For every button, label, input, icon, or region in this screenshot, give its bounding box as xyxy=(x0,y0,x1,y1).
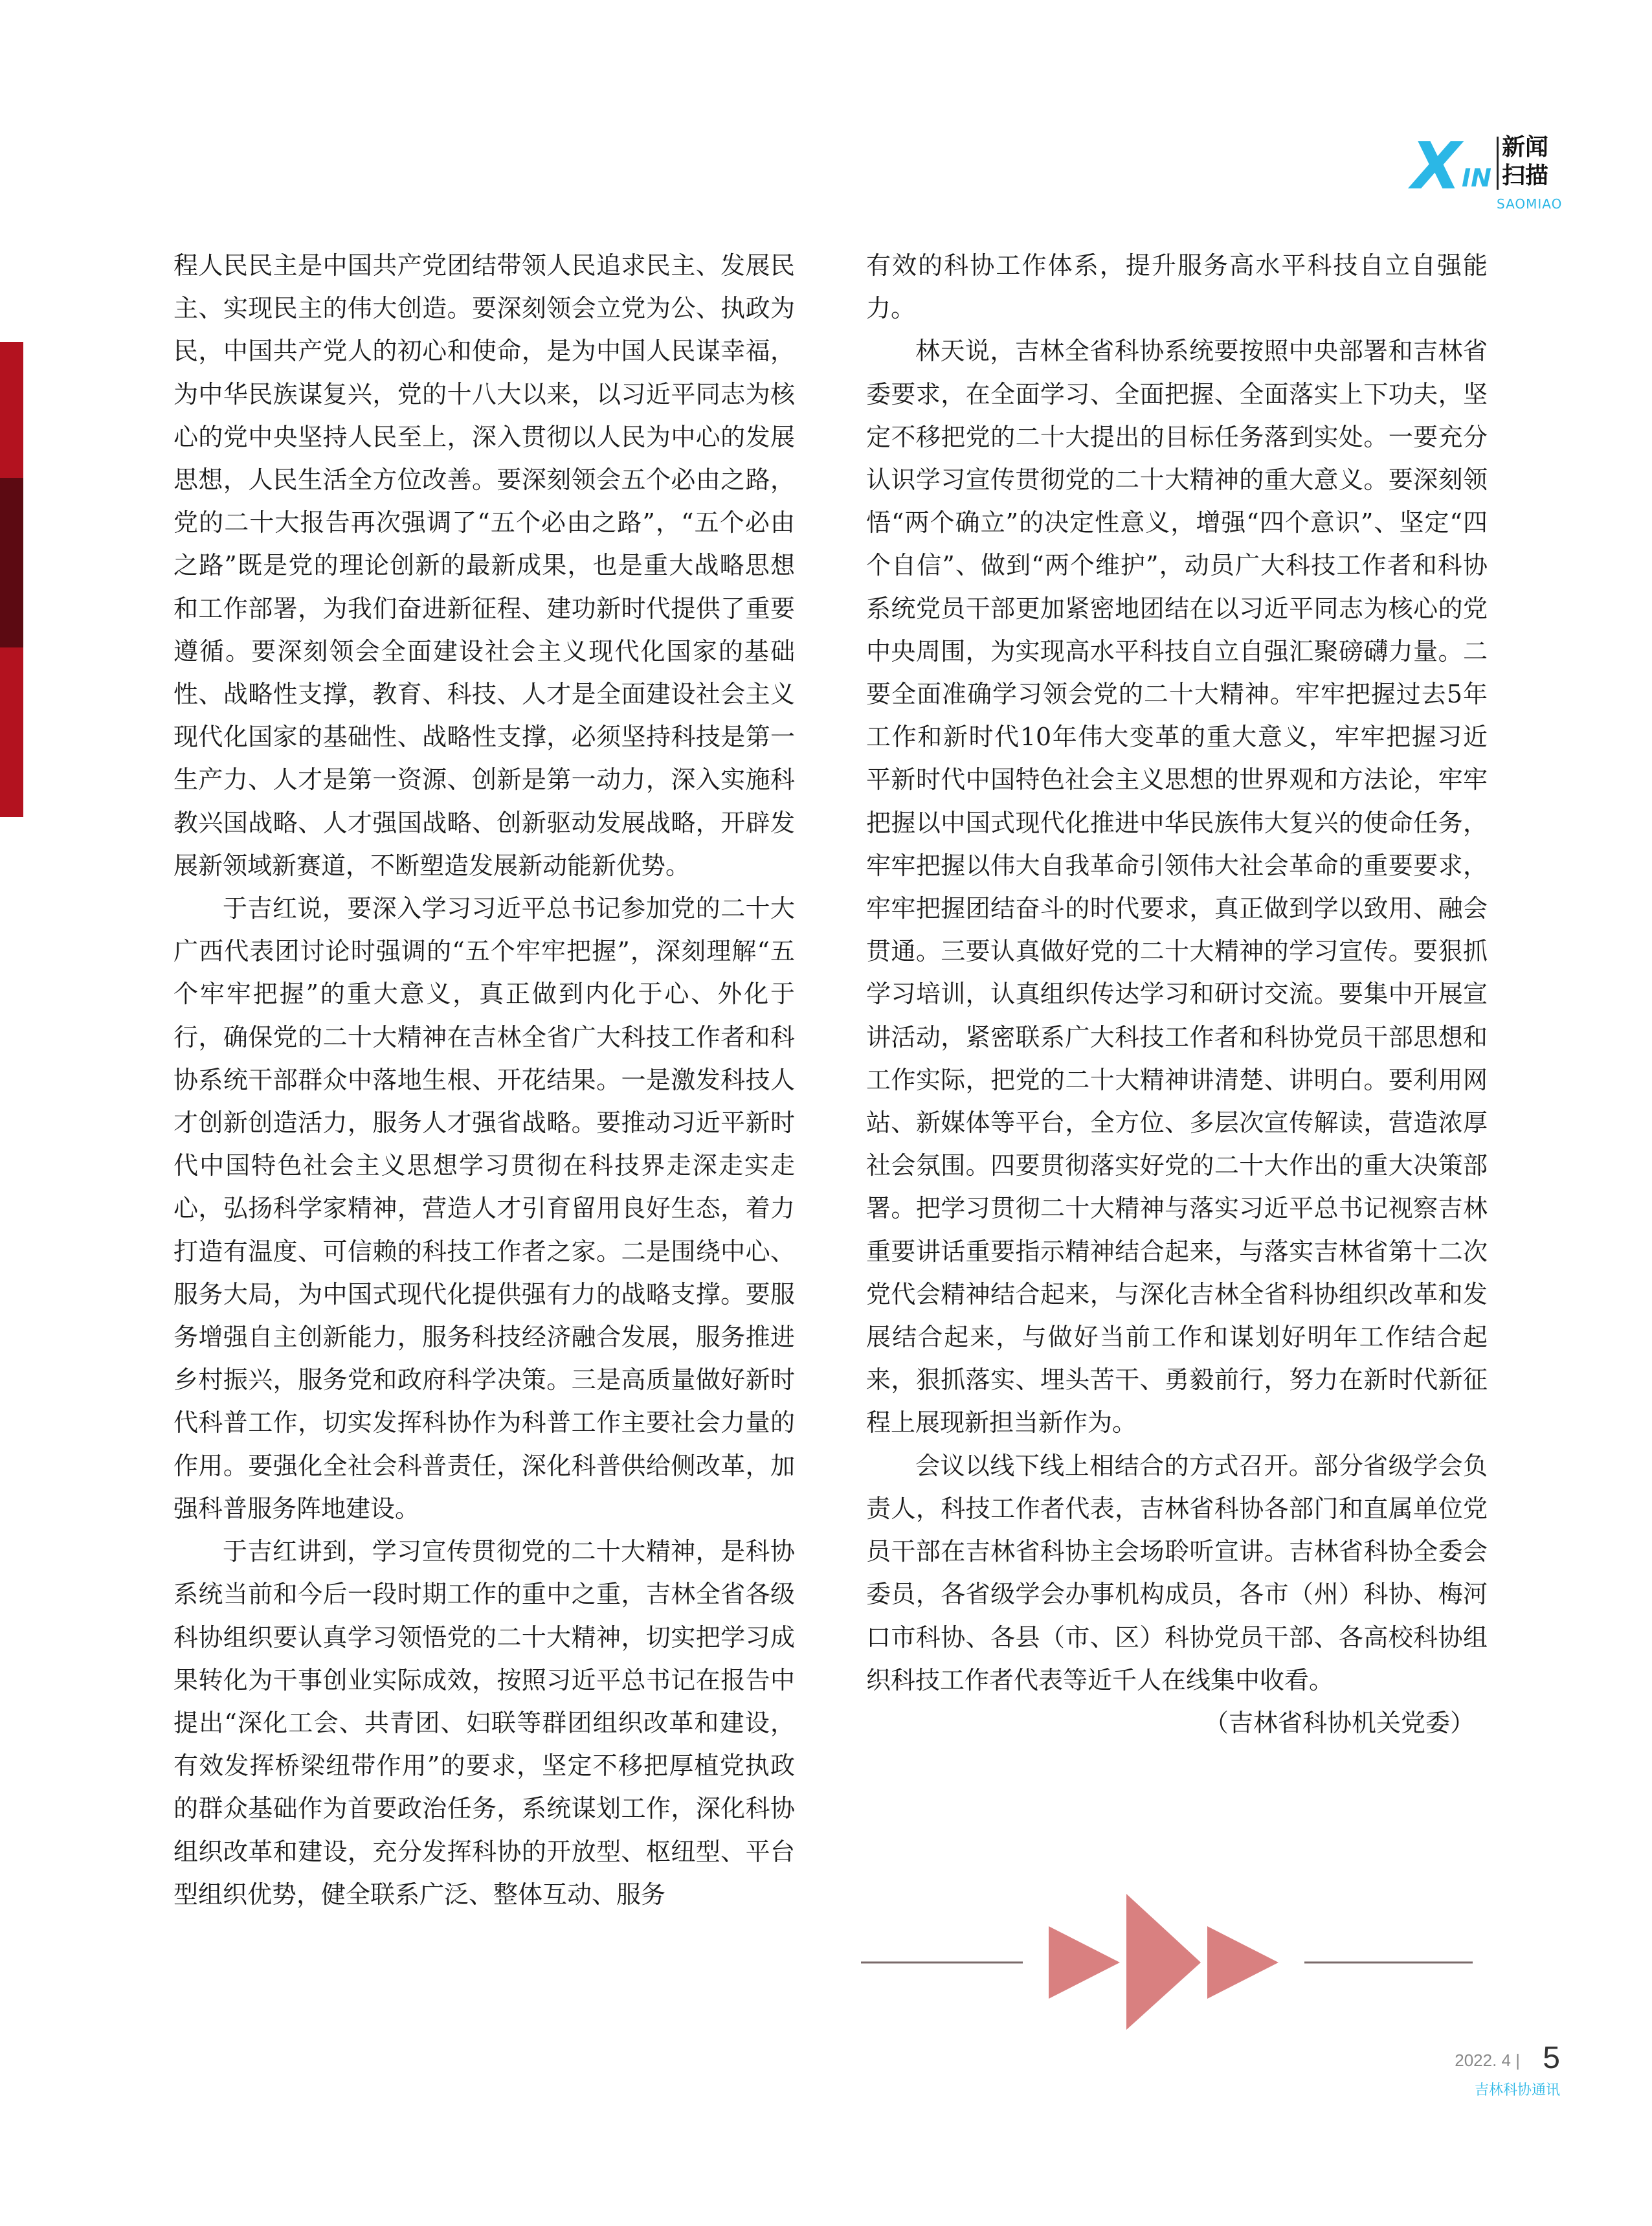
paragraph: 程人民民主是中国共产党团结带领人民追求民主、发展民主、实现民主的伟大创造。要深刻领会立党为公、执政为民，中国共产党人的初心和使命，是为中国人民谋幸福，为中华民族谋复兴，党的十八大以来，以习近平同志为核心的党中央坚持人民至上，深入贯彻以人民为中心的发展思想，人民生活全方位改善。要深刻领会五个必由之路，党的二十大报告再次强调了“五个必由之路”，“五个必由之路”既是党的理论创新的最新成果，也是重大战略思想和工作部署，为我们奋进新征程、建功新时代提供了重要遵循。要深刻领会全面建设社会主义现代化国家的基础性、战略性支撑，教育、科技、人才是全面建设社会主义现代化国家的基础性、战略性支撑，必须坚持科技是第一生产力、人才是第一资源、创新是第一动力，深入实施科教兴国战略、人才强国战略、创新驱动发展战略，开辟发展新领域新赛道，不断塑造发展新动能新优势。 xyxy=(173,251,795,880)
logo-letters-in: IN xyxy=(1462,164,1491,192)
sidebar-color-bar-dark-red xyxy=(0,478,23,647)
arrow-icon xyxy=(1126,1894,1201,2030)
magazine-name: 吉林科协通讯 xyxy=(1474,2082,1560,2098)
paragraph: 会议以线下线上相结合的方式召开。部分省级学会负责人，科技工作者代表，吉林省科协各部门和直属单位党员干部在吉林省科协主会场聆听宣讲。吉林省科协全委会委员，各省级学会办事机构成员，各市（州）科协、梅河口市科协、各县（市、区）科协党员干部、各高校科协组织科技工作者代表等近千人在线集中收看。 xyxy=(866,1451,1488,1694)
page-footer xyxy=(1411,2038,1579,2096)
decorative-arrows xyxy=(861,1894,1482,2036)
page-number: 5 xyxy=(1543,2041,1560,2075)
logo-subtitle: SAOMIAO xyxy=(1497,196,1563,212)
paragraph: 于吉红说，要深入学习习近平总书记参加党的二十大广西代表团讨论时强调的“五个牢牢把握”，深刻理解“五个牢牢把握”的重大意义，真正做到内化于心、外化于行，确保党的二十大精神在吉林全省广大科技工作者和科协系统干部群众中落地生根、开花结果。一是激发科技人才创新创造活力，服务人才强省战略。要推动习近平新时代中国特色社会主义思想学习贯彻在科技界走深走实走心，弘扬科学家精神，营造人才引育留用良好生态，着力打造有温度、可信赖的科技工作者之家。二是围绕中心、服务大局，为中国式现代化提供强有力的战略支撑。要服务增强自主创新能力，服务科技经济融合发展，服务推进乡村振兴，服务党和政府科学决策。三是高质量做好新时代科普工作，切实发挥科协作为科普工作主要社会力量的作用。要强化全社会科普责任，深化科普供给侧改革，加强科普服务阵地建设。 xyxy=(173,894,795,1523)
article-source: （吉林省科协机关党委） xyxy=(1203,1708,1475,1737)
section-logo xyxy=(1411,128,1573,217)
arrow-icon xyxy=(1207,1926,1278,1999)
paragraph: 有效的科协工作体系，提升服务高水平科技自立自强能力。 xyxy=(866,251,1488,323)
arrow-icon xyxy=(1049,1926,1120,1999)
sidebar-color-bar-red xyxy=(0,342,23,478)
left-text-column xyxy=(173,244,795,1916)
logo-title-line1: 新闻 xyxy=(1502,134,1549,161)
paragraph: 于吉红讲到，学习宣传贯彻党的二十大精神，是科协系统当前和今后一段时期工作的重中之重，吉林全省各级科协组织要认真学习领悟党的二十大精神，切实把学习成果转化为干事创业实际成效，按照习近平总书记在报告中提出“深化工会、共青团、妇联等群团组织改革和建设，有效发挥桥梁纽带作用”的要求，坚定不移把厚植党执政的群众基础作为首要政治任务，系统谋划工作，深化科协组织改革和建设，充分发挥科协的开放型、枢纽型、平台型组织优势，健全联系广泛、整体互动、服务 xyxy=(173,1537,795,1909)
paragraph: 林天说，吉林全省科协系统要按照中央部署和吉林省委要求，在全面学习、全面把握、全面落实上下功夫，坚定不移把党的二十大提出的目标任务落到实处。一要充分认识学习宣传贯彻党的二十大精神的重大意义。要深刻领悟“两个确立”的决定性意义，增强“四个意识”、坚定“四个自信”、做到“两个维护”，动员广大科技工作者和科协系统党员干部更加紧密地团结在以习近平同志为核心的党中央周围，为实现高水平科技自立自强汇聚磅礴力量。二要全面准确学习领会党的二十大精神。牢牢把握过去5年工作和新时代10年伟大变革的重大意义，牢牢把握习近平新时代中国特色社会主义思想的世界观和方法论，牢牢把握以中国式现代化推进中华民族伟大复兴的使命任务，牢牢把握以伟大自我革命引领伟大社会革命的重要要求，牢牢把握团结奋斗的时代要求，真正做到学以致用、融会贯通。三要认真做好党的二十大精神的学习宣传。要狠抓学习培训，认真组织传达学习和研讨交流。要集中开展宣讲活动，紧密联系广大科技工作者和科协党员干部思想和工作实际，把党的二十大精神讲清楚、讲明白。要利用网站、新媒体等平台，全方位、多层次宣传解读，营造浓厚社会氛围。四要贯彻落实好党的二十大作出的重大决策部署。把学习贯彻二十大精神与落实习近平总书记视察吉林重要讲话重要指示精神结合起来，与落实吉林省第十二次党代会精神结合起来，与深化吉林全省科协组织改革和发展结合起来，与做好当前工作和谋划好明年工作结合起来，狠抓落实、埋头苦干、勇毅前行，努力在新时代新征程上展现新担当新作为。 xyxy=(866,337,1488,1437)
sidebar-color-bar-red xyxy=(0,647,23,817)
logo-divider xyxy=(1497,137,1499,190)
right-text-column xyxy=(866,244,1488,1744)
logo-title-line2: 扫描 xyxy=(1502,163,1549,189)
issue-date: 2022. 4 | xyxy=(1455,2051,1520,2070)
logo-letter-x: X xyxy=(1411,128,1462,204)
